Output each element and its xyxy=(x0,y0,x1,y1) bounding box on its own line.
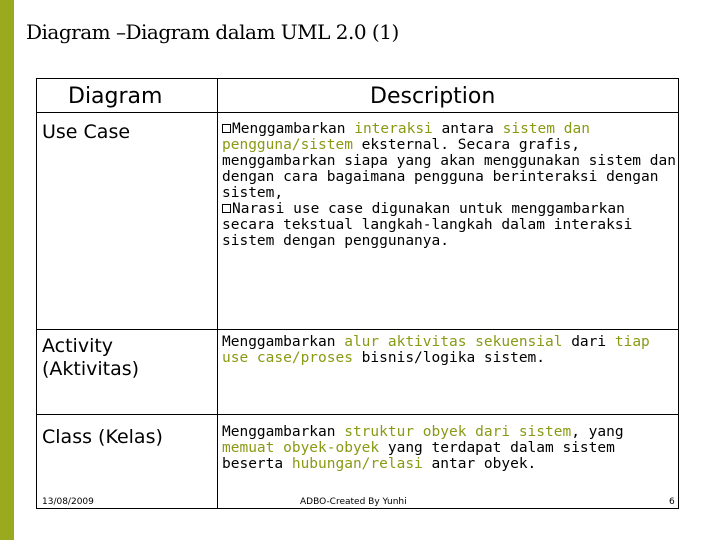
slide-title: Diagram –Diagram dalam UML 2.0 (1) xyxy=(26,20,399,44)
row-description xyxy=(222,121,676,249)
description-paragraph xyxy=(222,201,676,249)
footer-author: ADBO-Created By Yunhi xyxy=(300,497,407,507)
description-text: dari xyxy=(562,334,615,350)
row-diagram-name: Activity (Aktivitas) xyxy=(42,335,140,380)
description-paragraph xyxy=(222,334,676,366)
column-divider xyxy=(217,78,218,509)
description-text: Menggambarkan xyxy=(222,424,345,440)
highlighted-term: sistem dan pengguna/sistem xyxy=(222,121,590,153)
row-description xyxy=(222,424,676,472)
highlighted-term: memuat obyek-obyek xyxy=(222,440,380,456)
row-rule xyxy=(36,414,679,415)
description-text: , yang xyxy=(571,424,624,440)
highlighted-term: struktur obyek dari sistem xyxy=(344,424,572,440)
row-description xyxy=(222,334,676,366)
header-diagram: Diagram xyxy=(68,84,163,109)
description-paragraph xyxy=(222,121,676,201)
header-description: Description xyxy=(370,84,496,109)
row-rule xyxy=(36,329,679,330)
description-text: Narasi use case digunakan untuk menggambarkan secara tekstual langkah-langkah dalam interaksi sistem dengan penggunanya. xyxy=(222,201,633,249)
square-bullet-icon xyxy=(222,204,231,213)
description-text: yang terdapat dalam sistem beserta xyxy=(222,440,615,472)
description-text: bisnis/logika sistem. xyxy=(352,350,546,366)
page-number: 6 xyxy=(669,497,675,507)
header-rule xyxy=(36,112,679,113)
highlighted-term: interaksi xyxy=(354,121,433,137)
description-text: antar obyek. xyxy=(422,456,537,472)
description-text: antara xyxy=(432,121,503,137)
footer-date: 13/08/2009 xyxy=(42,497,94,507)
highlighted-term: tiap use case/proses xyxy=(222,334,650,366)
square-bullet-icon xyxy=(222,124,231,133)
description-text: Menggambarkan xyxy=(222,334,345,350)
description-paragraph xyxy=(222,424,676,472)
description-text: Menggambarkan xyxy=(232,121,355,137)
accent-bar xyxy=(0,0,14,540)
highlighted-term: hubungan/relasi xyxy=(291,456,423,472)
row-diagram-name: Class (Kelas) xyxy=(42,426,163,448)
description-text: eksternal. Secara grafis, menggambarkan siapa yang akan menggunakan sistem dan dengan cara bagaimana pengguna berinteraksi dengan sistem, xyxy=(222,137,676,201)
row-diagram-name: Use Case xyxy=(42,121,131,143)
highlighted-term: alur aktivitas sekuensial xyxy=(344,334,563,350)
